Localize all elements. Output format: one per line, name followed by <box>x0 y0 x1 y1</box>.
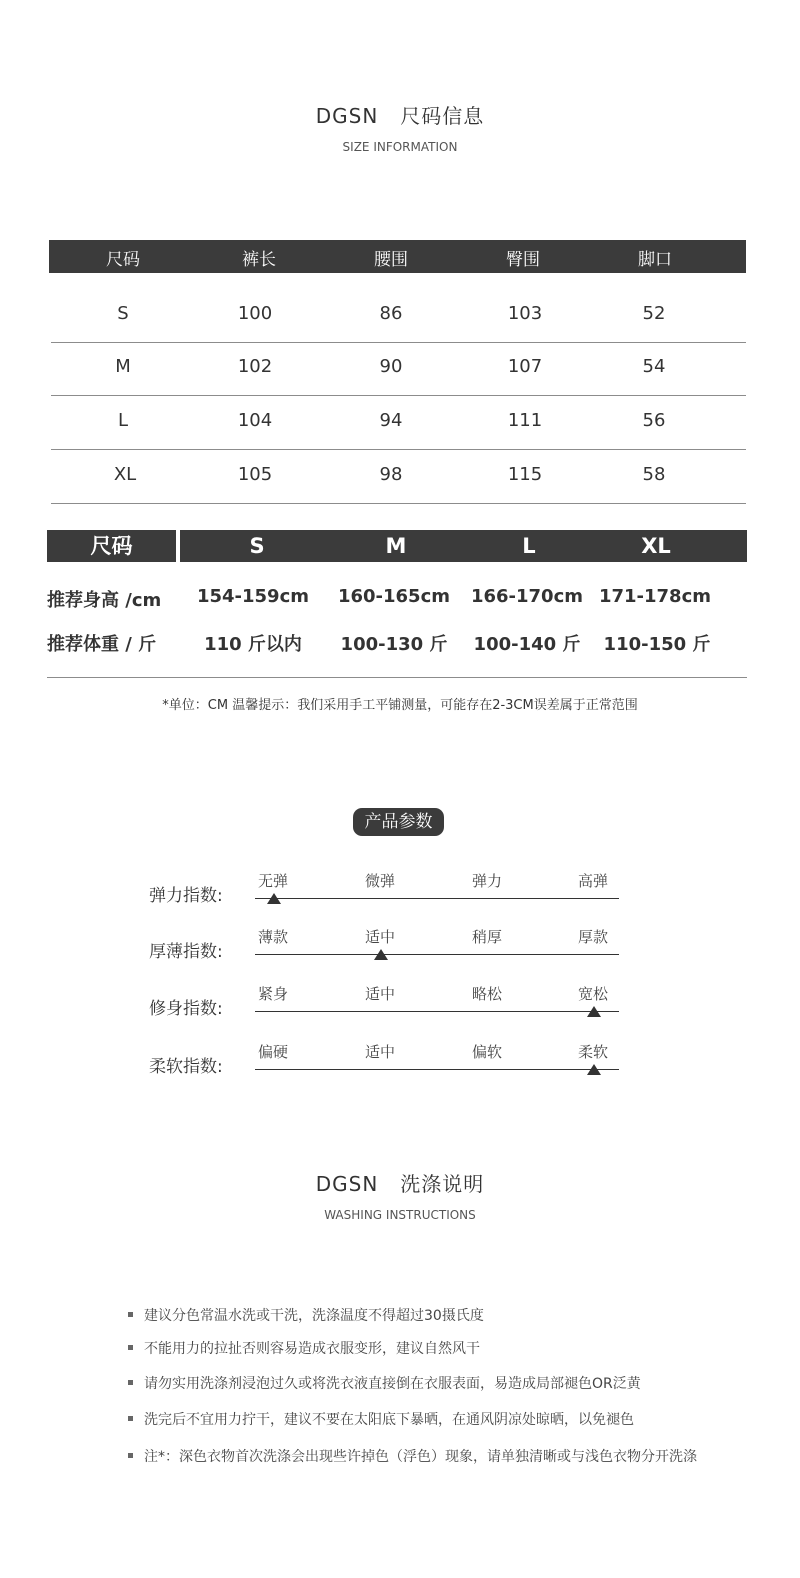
product-params-badge: 产品参数 <box>353 808 444 836</box>
recommend-header-sizes <box>180 530 747 562</box>
recommend-size-header: L <box>522 534 536 558</box>
table-cell: 58 <box>642 464 666 485</box>
table-cell: 86 <box>379 303 403 324</box>
table-row <box>51 289 746 343</box>
list-item <box>128 1305 484 1325</box>
selected-marker-icon <box>374 949 388 960</box>
table-cell: XL <box>113 464 137 485</box>
size-section-title-text: 尺码信息 <box>400 104 485 128</box>
table-cell: 107 <box>507 356 543 377</box>
param-scale-line <box>255 1011 619 1012</box>
param-option: 微弹 <box>364 872 395 890</box>
param-option: 柔软 <box>577 1043 608 1061</box>
table-cell: 105 <box>237 464 273 485</box>
param-option: 弹力 <box>471 872 502 890</box>
table-cell: 94 <box>379 410 403 431</box>
selected-marker-icon <box>267 893 281 904</box>
table-cell: 102 <box>237 356 273 377</box>
size-table-header-cell: 脚口 <box>638 250 672 270</box>
wash-instruction: 建议分色常温水洗或干洗，洗涤温度不得超过30摄氏度 <box>144 1308 484 1324</box>
measurement-note: *单位：CM 温馨提示：我们采用手工平铺测量，可能存在2-3CM误差属于正常范围 <box>162 698 638 713</box>
bullet-icon <box>128 1453 133 1458</box>
param-option: 适中 <box>364 1043 395 1061</box>
list-item <box>128 1446 697 1466</box>
wash-instruction: 洗完后不宜用力拧干，建议不要在太阳底下暴晒，在通风阴凉处晾晒，以免褪色 <box>144 1412 634 1428</box>
table-cell: 98 <box>379 464 403 485</box>
recommend-size-header: S <box>249 534 265 558</box>
table-cell: L <box>117 410 129 431</box>
param-option: 厚款 <box>577 928 608 946</box>
recommend-cell: 100-140 斤 <box>473 634 581 655</box>
selected-marker-icon <box>587 1064 601 1075</box>
recommend-cell: 154-159cm <box>196 586 310 607</box>
param-scale-line <box>255 954 619 955</box>
size-table-header-cell: 尺码 <box>106 250 140 270</box>
recommend-cell: 171-178cm <box>598 586 712 607</box>
table-row <box>51 450 746 504</box>
param-label: 厚薄指数: <box>149 942 223 962</box>
recommend-cell: 110-150 斤 <box>603 634 711 655</box>
table-cell: 54 <box>642 356 666 377</box>
recommend-size-header: XL <box>641 534 671 558</box>
recommend-header-label: 尺码 <box>47 530 176 562</box>
list-item <box>128 1409 634 1429</box>
table-cell: S <box>117 303 129 324</box>
size-section-title <box>0 100 800 129</box>
size-table-header-cell: 腰围 <box>374 250 408 270</box>
table-cell: M <box>115 356 131 377</box>
wash-instruction: 不能用力的拉扯否则容易造成衣服变形，建议自然风干 <box>144 1341 480 1357</box>
param-label: 弹力指数: <box>149 886 223 906</box>
bullet-icon <box>128 1312 133 1317</box>
recommend-row-label: 推荐体重 / 斤 <box>47 634 157 655</box>
size-table-header <box>49 240 746 273</box>
bullet-icon <box>128 1345 133 1350</box>
param-option: 宽松 <box>577 985 608 1003</box>
param-option: 适中 <box>364 985 395 1003</box>
param-option: 略松 <box>471 985 502 1003</box>
table-cell: 52 <box>642 303 666 324</box>
list-item <box>128 1373 641 1393</box>
table-row <box>51 342 746 396</box>
param-option: 稍厚 <box>471 928 502 946</box>
recommend-weight-row <box>47 630 747 660</box>
recommend-height-row <box>47 586 747 616</box>
table-cell: 115 <box>507 464 543 485</box>
wash-section-title <box>0 1168 800 1197</box>
param-option: 薄款 <box>257 928 288 946</box>
wash-section-subtitle: WASHING INSTRUCTIONS <box>324 1208 476 1222</box>
selected-marker-icon <box>587 1006 601 1017</box>
param-option: 偏软 <box>471 1043 502 1061</box>
recommend-cell: 160-165cm <box>337 586 451 607</box>
recommend-cell: 166-170cm <box>470 586 584 607</box>
wash-section-title-text: 洗涤说明 <box>400 1172 485 1196</box>
list-item <box>128 1338 480 1358</box>
param-option: 紧身 <box>257 985 288 1003</box>
param-option: 高弹 <box>577 872 608 890</box>
table-cell: 104 <box>237 410 273 431</box>
size-table-header-cell: 臀围 <box>506 250 540 270</box>
wash-instruction: 注*：深色衣物首次洗涤会出现些许掉色（浮色）现象，请单独清晰或与浅色衣物分开洗涤 <box>144 1449 697 1465</box>
param-option: 适中 <box>364 928 395 946</box>
bullet-icon <box>128 1416 133 1421</box>
table-cell: 111 <box>507 410 543 431</box>
param-label: 柔软指数: <box>149 1057 223 1077</box>
table-row <box>51 396 746 450</box>
bullet-icon <box>128 1380 133 1385</box>
table-cell: 103 <box>507 303 543 324</box>
size-section-subtitle: SIZE INFORMATION <box>342 140 458 154</box>
brand-name: DGSN <box>315 1172 379 1196</box>
recommend-cell: 110 斤以内 <box>204 634 302 655</box>
wash-instruction: 请勿实用洗涤剂浸泡过久或将洗衣液直接倒在衣服表面，易造成局部褪色OR泛黄 <box>144 1376 641 1392</box>
table-cell: 90 <box>379 356 403 377</box>
param-scale-line <box>255 898 619 899</box>
brand-name: DGSN <box>315 104 379 128</box>
table-cell: 100 <box>237 303 273 324</box>
param-label: 修身指数: <box>149 999 223 1019</box>
recommend-cell: 100-130 斤 <box>340 634 448 655</box>
size-table-header-cell: 裤长 <box>242 250 276 270</box>
param-scale-line <box>255 1069 619 1070</box>
recommend-row-label: 推荐身高 /cm <box>47 590 162 611</box>
param-option: 无弹 <box>257 872 288 890</box>
table-cell: 56 <box>642 410 666 431</box>
param-option: 偏硬 <box>257 1043 288 1061</box>
divider <box>47 677 747 678</box>
recommend-size-header: M <box>385 534 407 558</box>
